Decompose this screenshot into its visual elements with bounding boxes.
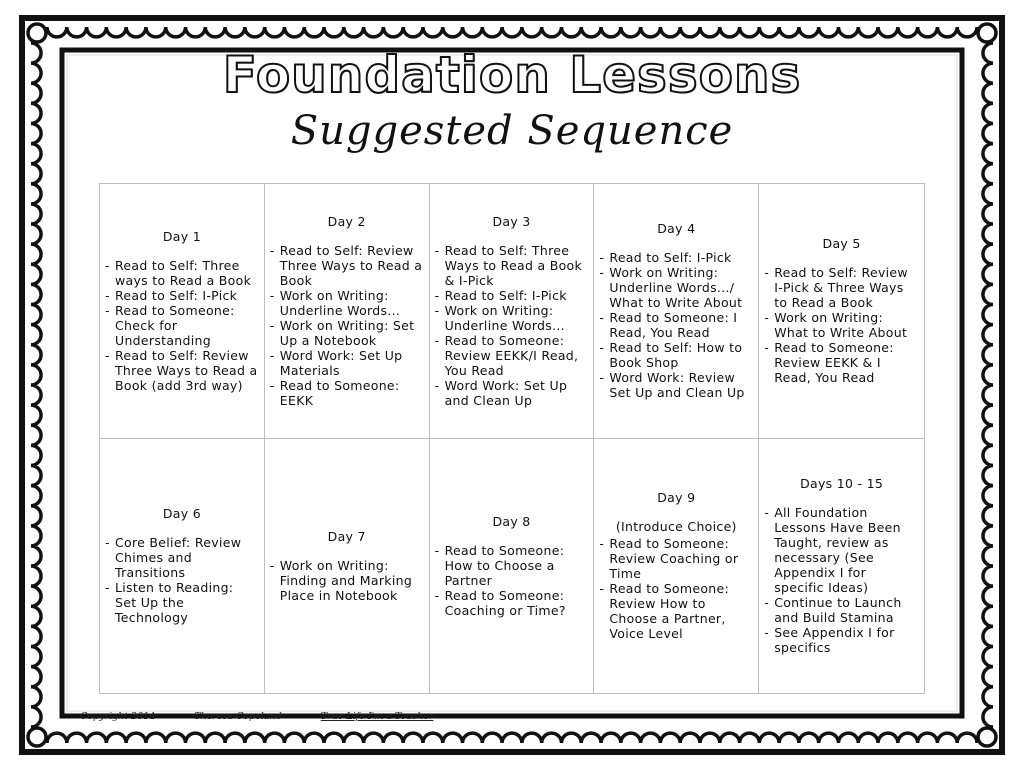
lesson-item: - Read to Someone: I Read, You Read [599,310,753,340]
lesson-item: - Work on Writing: Set Up a Notebook [270,318,424,348]
day-cell [594,184,759,439]
lesson-item: - Listen to Reading: Set Up the Technology [105,580,259,625]
lesson-list [599,250,753,400]
day-cell [430,184,595,439]
day-title: Day 6 [162,506,201,522]
lesson-item: - Read to Self: I-Pick [105,288,259,303]
lesson-item: - Word Work: Set Up and Clean Up [435,378,589,408]
lesson-list [105,258,259,393]
lesson-item: - All Foundation Lessons Have Been Taught, review as necessary (See Appendix I for specific Ideas) [764,505,919,595]
lesson-item: - Read to Someone: EEKK [270,378,424,408]
lesson-item: - Work on Writing: Underline Words... [435,303,589,333]
lesson-item: - Work on Writing: Underline Words... [270,288,424,318]
day-cell [759,439,924,694]
day-title: Day 7 [327,528,366,544]
lesson-item: - Word Work: Review Set Up and Clean Up [599,370,753,400]
day-cell [430,439,595,694]
lesson-item: - Read to Self: I-Pick [435,288,589,303]
lesson-list [764,265,919,385]
author-name: Theresa Copeland [194,711,282,722]
day-cell [594,439,759,694]
lesson-item: - Work on Writing: Underline Words.../ What to Write About [599,265,753,310]
lesson-item: - Work on Writing: Finding and Marking Place in Notebook [270,558,424,603]
lesson-item: - Read to Someone: Review EEKK & I Read, You Read [764,340,919,385]
lesson-item: - Read to Someone: Review How to Choose a Partner, Voice Level [599,581,753,641]
lesson-item: - Work on Writing: What to Write About [764,310,919,340]
lesson-list [435,543,589,618]
day-cell [759,184,924,439]
lesson-list [764,505,919,655]
lesson-item: - Read to Someone: Review Coaching or Time [599,536,753,581]
lesson-item: - See Appendix I for specifics [764,625,919,655]
day-cell [100,184,265,439]
day-title: Day 3 [492,213,531,229]
lesson-item: - Read to Self: Review Three Ways to Read a Book [270,243,424,288]
lesson-item: - Word Work: Set Up Materials [270,348,424,378]
page-subtitle: Suggested Sequence [290,108,734,154]
day-cell [265,184,430,439]
page-title: Foundation Lessons [222,46,802,104]
lesson-item: - Core Belief: Review Chimes and Transitions [105,535,259,580]
lesson-item: - Read to Someone: Coaching or Time? [435,588,589,618]
lesson-list [435,243,589,408]
day-title: Day 5 [822,236,861,252]
day-cell [265,439,430,694]
day-title: Day 9 [657,490,696,506]
day-title: Days 10 - 15 [800,476,884,492]
lesson-item: - Continue to Launch and Build Stamina [764,595,919,625]
lesson-item: - Read to Self: I-Pick [599,250,753,265]
lesson-grid [99,183,925,694]
lesson-list [270,558,424,603]
lesson-list [270,243,424,408]
lesson-item: - Read to Self: How to Book Shop [599,340,753,370]
day-title: Day 2 [327,213,366,229]
footer [80,711,433,722]
day-title: Day 8 [492,513,531,529]
lesson-item: - Read to Self: Review I-Pick & Three Ways to Read a Book [764,265,919,310]
lesson-item: - Read to Someone: How to Choose a Partner [435,543,589,588]
blog-link[interactable]: True Life I'm a Teacher [320,711,434,722]
day-title: Day 1 [162,228,201,244]
lesson-list [599,536,753,641]
lesson-list [105,535,259,625]
lesson-item: - Read to Someone: Review EEKK/I Read, You Read [435,333,589,378]
lesson-item: - Read to Self: Three Ways to Read a Book & I-Pick [435,243,589,288]
day-intro: (Introduce Choice) [615,519,737,535]
lesson-item: - Read to Someone: Check for Understanding [105,303,259,348]
lesson-item: - Read to Self: Review Three Ways to Read a Book (add 3rd way) [105,348,259,393]
copyright-text: Copyright 2014 [80,711,156,722]
day-title: Day 4 [657,221,696,237]
lesson-item: - Read to Self: Three ways to Read a Book [105,258,259,288]
day-cell [100,439,265,694]
